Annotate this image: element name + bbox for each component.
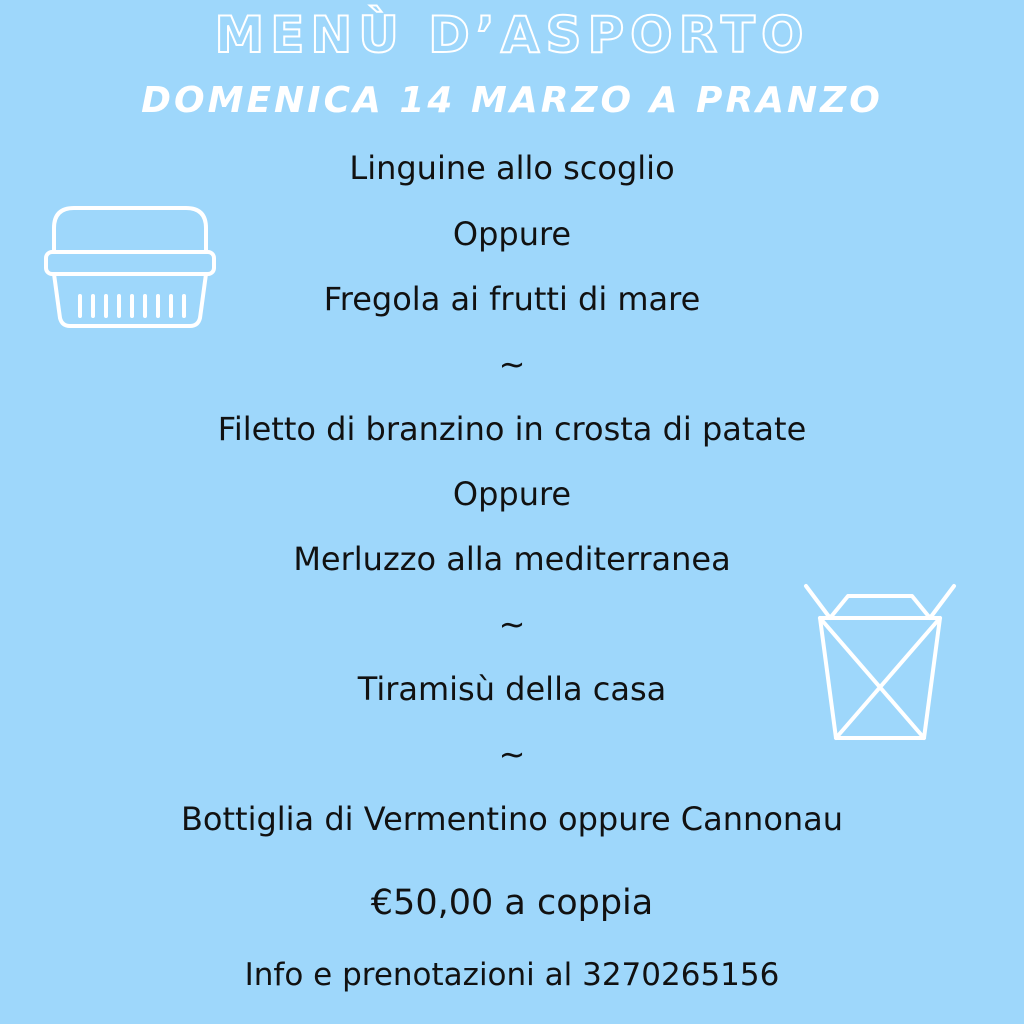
takeaway-container-icon: [40, 200, 220, 332]
menu-item-dessert: Tiramisù della casa: [357, 670, 667, 708]
price-label: €50,00 a coppia: [370, 883, 654, 923]
menu-item-primo-1: Linguine allo scoglio: [349, 149, 675, 187]
menu-or-2: Oppure: [452, 475, 572, 513]
menu-item-secondo-2: Merluzzo alla mediterranea: [293, 540, 731, 578]
booking-info: Info e prenotazioni al 3270265156: [244, 957, 780, 993]
menu-item-primo-2: Fregola ai frutti di mare: [323, 280, 701, 318]
menu-separator-1: ~: [498, 345, 526, 383]
menu-subtitle: DOMENICA 14 MARZO A PRANZO: [141, 80, 883, 121]
noodle-box-icon: [800, 580, 960, 744]
menu-item-secondo-1: Filetto di branzino in crosta di patate: [217, 410, 807, 448]
menu-separator-3: ~: [498, 735, 526, 773]
menu-or-1: Oppure: [452, 215, 572, 253]
menu-separator-2: ~: [498, 605, 526, 643]
menu-title: MENÙ D’ASPORTO: [214, 6, 810, 64]
menu-item-wine: Bottiglia di Vermentino oppure Cannonau: [180, 800, 844, 838]
